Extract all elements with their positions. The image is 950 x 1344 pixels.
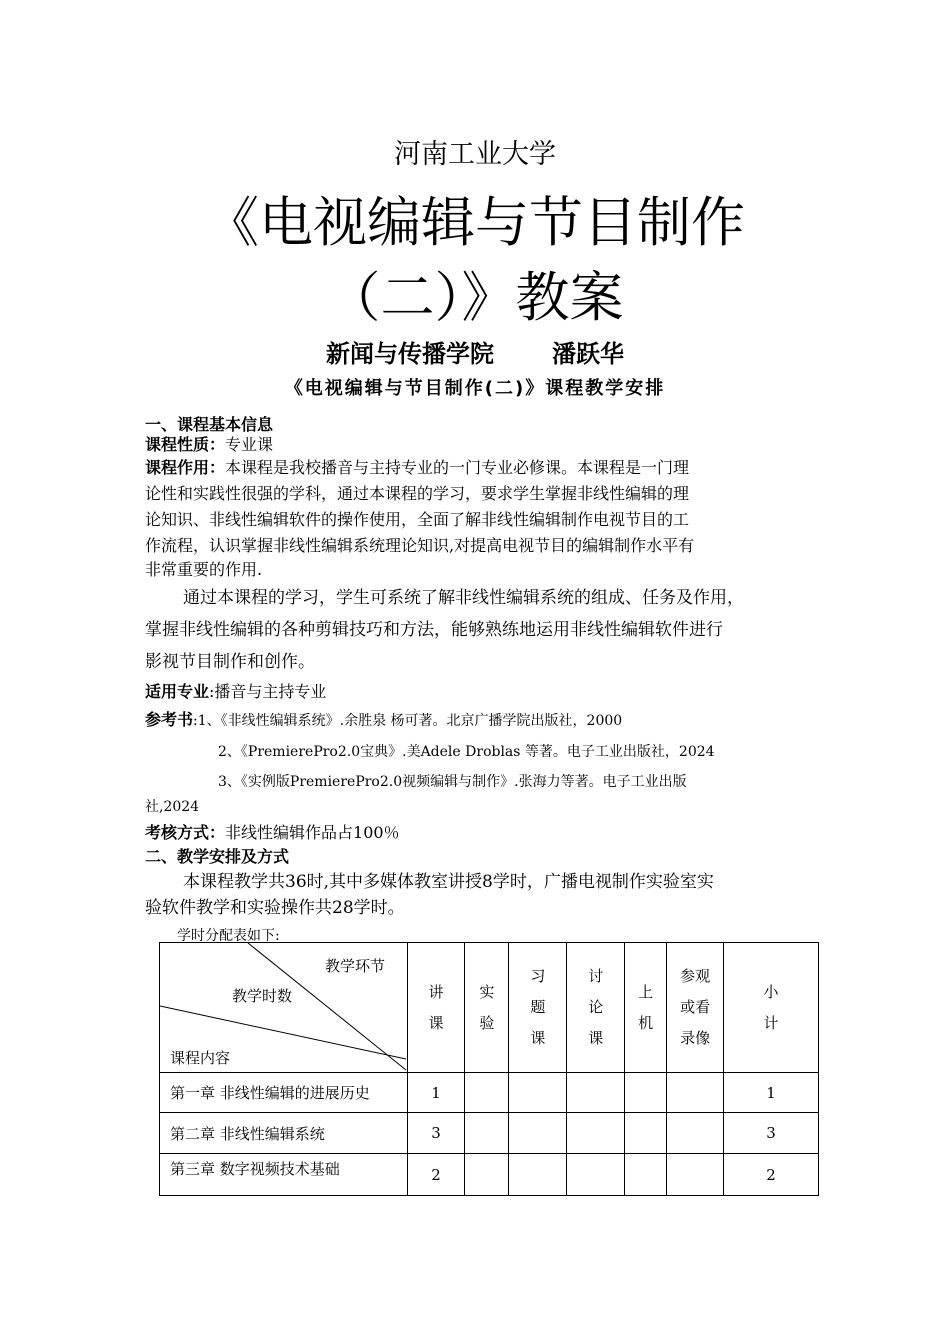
major-label: 适用专业 — [145, 682, 210, 701]
exam-value: 非线性编辑作品占100％ — [225, 823, 400, 842]
table-cell — [465, 1073, 509, 1113]
header-computer: 上 机 — [625, 943, 667, 1073]
course-role-line: 论知识、非线性编辑软件的操作使用，全面了解非线性编辑制作电视节目的工 — [145, 510, 690, 529]
table-cell — [509, 1154, 567, 1196]
table-cell: 2 — [407, 1154, 465, 1196]
author-line — [0, 334, 950, 369]
reference-3-cont: 社,2024 — [145, 799, 200, 815]
refs-label: 参考书 — [145, 710, 194, 729]
table-cell: 3 — [407, 1113, 465, 1154]
table-cell — [567, 1154, 625, 1196]
table-cell — [509, 1073, 567, 1113]
course-nature-label: 课程性质： — [145, 435, 226, 454]
section1-heading: 一、课程基本信息 — [145, 415, 274, 434]
table-cell — [625, 1154, 667, 1196]
table-header-row — [160, 943, 819, 1073]
exam-label: 考核方式： — [145, 823, 226, 842]
table-cell — [625, 1073, 667, 1113]
course-role — [145, 456, 689, 479]
table-row — [160, 1073, 819, 1113]
applicable-major — [145, 680, 326, 703]
course-nature — [145, 433, 273, 456]
header-exercise: 习 题 课 — [509, 943, 567, 1073]
table-cell — [465, 1154, 509, 1196]
chapter-cell: 第三章 数字视频技术基础 — [160, 1154, 408, 1196]
chapter-cell: 第二章 非线性编辑系统 — [160, 1113, 408, 1154]
table-cell: 1 — [407, 1073, 465, 1113]
hours-allocation-table — [159, 942, 819, 1196]
course-role-line: 非常重要的作用. — [145, 560, 263, 579]
table-cell: 2 — [724, 1154, 819, 1196]
table-row — [160, 1113, 819, 1154]
college-name: 新闻与传播学院 — [326, 340, 494, 368]
para2-line: 通过本课程的学习，学生可系统了解非线性编辑系统的组成、任务及作用， — [183, 588, 744, 608]
table-cell — [667, 1073, 724, 1113]
table-cell — [667, 1113, 724, 1154]
table-cell — [509, 1113, 567, 1154]
diag-label-top: 教学环节 — [325, 957, 386, 975]
exam-method — [145, 821, 400, 844]
table-cell — [667, 1154, 724, 1196]
table-cell — [567, 1073, 625, 1113]
course-subtitle: 《电视编辑与节目制作(二)》课程教学安排 — [284, 378, 666, 399]
course-role-line: 作流程，认识掌握非线性编辑系统理论知识,对提高电视节目的编辑制作水平有 — [145, 536, 695, 555]
reference-2: 2、《PremierePro2.0宝典》.美Adele Droblas 等著。电子工业出版社，2024 — [218, 744, 715, 760]
course-role-label: 课程作用： — [145, 458, 226, 477]
table-cell — [465, 1113, 509, 1154]
doc-title-line2: （二）》教案 — [326, 266, 624, 329]
header-discussion: 讨 论 课 — [567, 943, 625, 1073]
author-name: 潘跃华 — [552, 340, 624, 368]
doc-title-line1: 《电视编辑与节目制作 — [205, 191, 745, 254]
header-experiment: 实 验 — [465, 943, 509, 1073]
diag-label-bottom: 课程内容 — [170, 1049, 231, 1067]
table-cell: 1 — [724, 1073, 819, 1113]
table-cell: 3 — [724, 1113, 819, 1154]
reference-3: 3、《实例版PremierePro2.0视频编辑与制作》.张海力等著。电子工业出版 — [218, 774, 687, 790]
course-role-line: 本课程是我校播音与主持专业的一门专业必修课。本课程是一门理 — [225, 458, 690, 477]
chapter-cell: 第一章 非线性编辑的进展历史 — [160, 1073, 408, 1113]
header-visit-video: 参观 或看 录像 — [667, 943, 724, 1073]
table-cell — [567, 1113, 625, 1154]
university-name: 河南工业大学 — [394, 139, 556, 170]
diag-label-mid: 教学时数 — [232, 987, 293, 1005]
reference-1 — [145, 709, 622, 732]
section2-line: 本课程教学共36时,其中多媒体教室讲授8学时，广播电视制作实验室实 — [183, 872, 714, 892]
diagonal-header-cell — [160, 943, 408, 1073]
table-row — [160, 1154, 819, 1196]
header-lecture: 讲 课 — [407, 943, 465, 1073]
section2-heading: 二、教学安排及方式 — [145, 847, 290, 866]
table-caption: 学时分配表如下: — [177, 928, 280, 944]
major-value: :播音与主持专业 — [209, 682, 327, 701]
para2-line: 影视节目制作和创作。 — [145, 652, 315, 672]
para2-line: 掌握非线性编辑的各种剪辑技巧和方法，能够熟练地运用非线性编辑软件进行 — [145, 620, 723, 640]
course-nature-value: 专业课 — [225, 435, 274, 454]
course-role-line: 论性和实践性很强的学科，通过本课程的学习，要求学生掌握非线性编辑的理 — [145, 484, 690, 503]
header-subtotal: 小 计 — [724, 943, 819, 1073]
section2-line: 验软件教学和实验操作共28学时。 — [145, 898, 405, 918]
table-cell — [625, 1113, 667, 1154]
reference-text: :1、《非线性编辑系统》.余胜泉 杨可著。北京广播学院出版社，2000 — [193, 713, 623, 729]
